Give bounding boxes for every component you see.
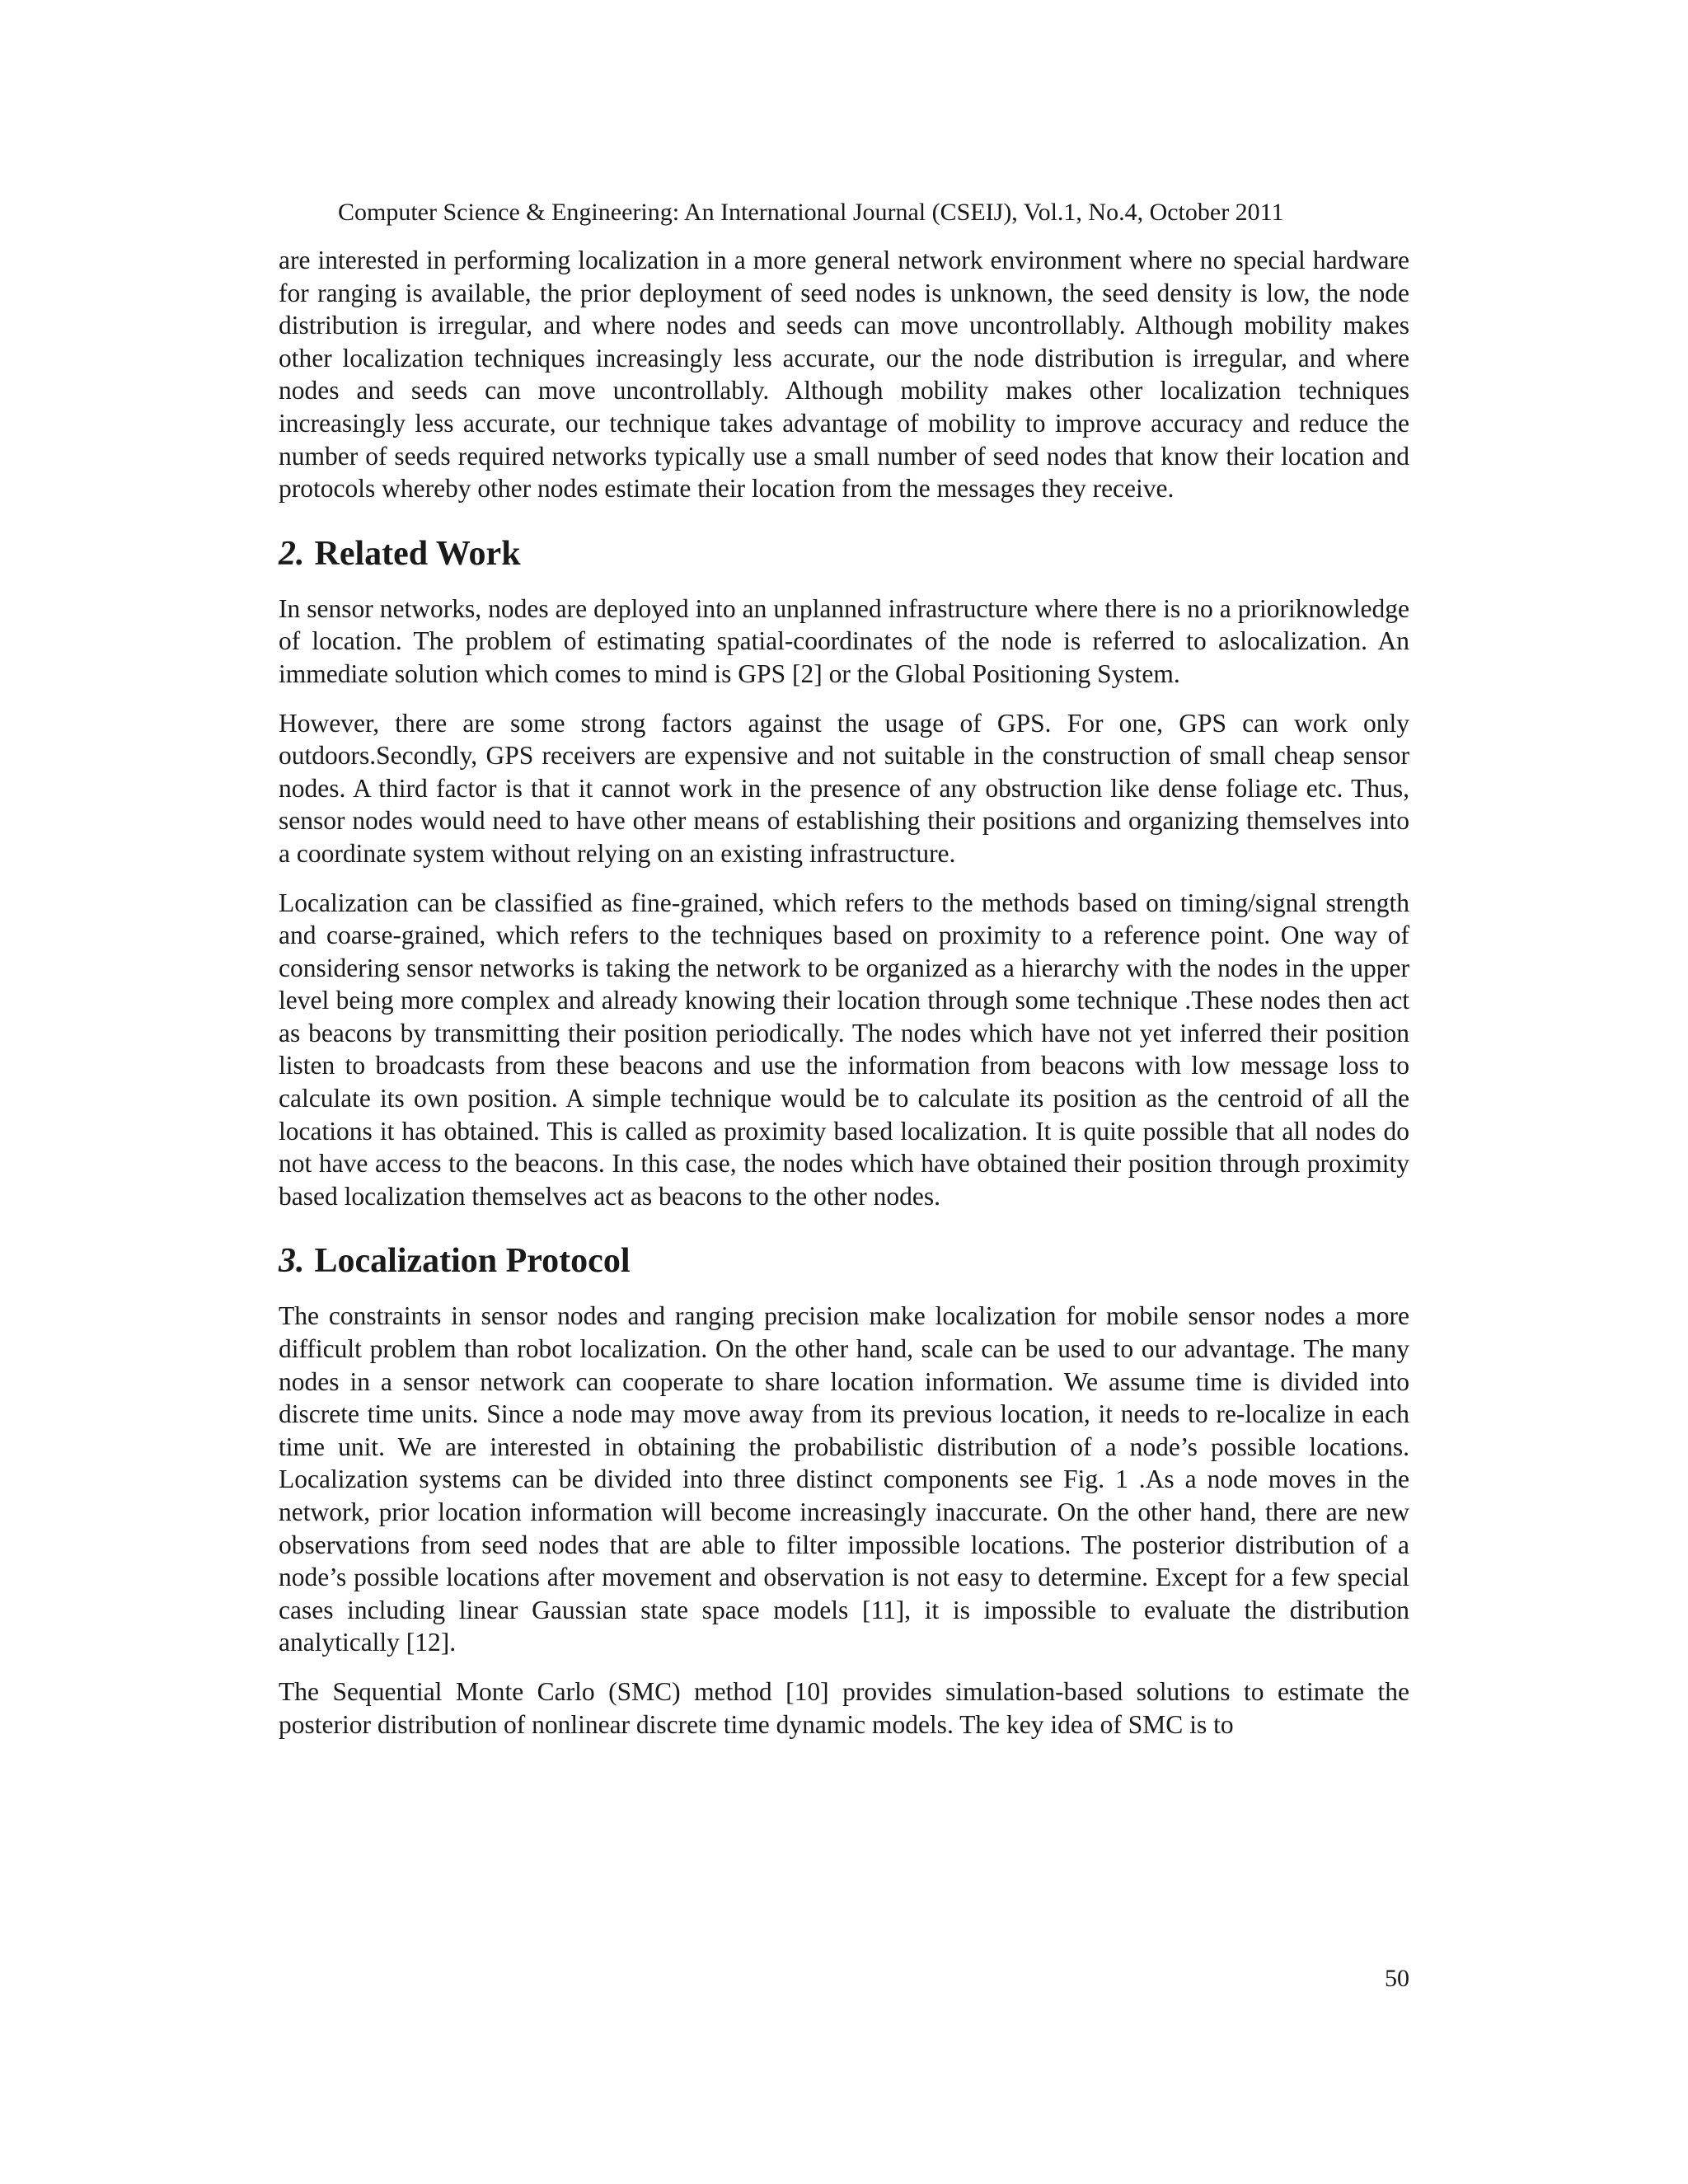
page-number: 50 [1385,1965,1409,1992]
body-paragraph: The constraints in sensor nodes and ranging precision make localization for mobile sensor nodes a more difficult problem than robot localization. On the other hand, scale can be used to our advantage. The many nodes in a sensor network can cooperate to share location information. We assume time is divided into discrete time units. Since a node may move away from its previous location, it needs to re-localize in each time unit. We are interested in obtaining the probabilistic distribution of a node’s possible locations. Localization systems can be divided into three distinct components see Fig. 1 .As a node moves in the network, prior location information will become increasingly inaccurate. On the other hand, there are new observations from seed nodes that are able to filter impossible locations. The posterior distribution of a node’s possible locations after movement and observation is not easy to determine. Except for a few special cases including linear Gaussian state space models [11], it is impossible to evaluate the distribution analytically [12]. [279,1301,1409,1657]
page-body [279,244,1409,1741]
body-paragraph: However, there are some strong factors against the usage of GPS. For one, GPS can work only outdoors.Secondly, GPS receivers are expensive and not suitable in the construction of small cheap sensor nodes. A third factor is that it cannot work in the presence of any obstruction like dense foliage etc. Thus, sensor nodes would need to have other means of establishing their positions and organizing themselves into a coordinate system without relying on an existing infrastructure. [279,708,1409,868]
section-number: 2. [279,534,305,573]
section-heading-related-work [279,533,1409,574]
section-heading-localization-protocol [279,1240,1409,1282]
body-paragraph: Localization can be classified as fine-grained, which refers to the methods based on timing/signal strength and coarse-grained, which refers to the techniques based on proximity to a reference point. One way of considering sensor networks is taking the network to be organized as a hierarchy with the nodes in the upper level being more complex and already knowing their location through some technique .These nodes then act as beacons by transmitting their position periodically. The nodes which have not yet inferred their position listen to broadcasts from these beacons and use the information from beacons with low message loss to calculate its own position. A simple technique would be to calculate its position as the centroid of all the locations it has obtained. This is called as proximity based localization. It is quite possible that all nodes do not have access to the beacons. In this case, the nodes which have obtained their position through proximity based localization themselves act as beacons to the other nodes. [279,888,1409,1211]
body-paragraph: In sensor networks, nodes are deployed into an unplanned infrastructure where there is no a prioriknowledge of location. The problem of estimating spatial-coordinates of the node is referred to aslocalization. An immediate solution which comes to mind is GPS [2] or the Global Positioning System. [279,593,1409,688]
section-title: Related Work [314,534,521,573]
running-header: Computer Science & Engineering: An International Journal (CSEIJ), Vol.1, No.4, October 2011 [338,199,1284,226]
section-title: Localization Protocol [314,1242,631,1281]
body-paragraph: The Sequential Monte Carlo (SMC) method [10] provides simulation-based solutions to estimate the posterior distribution of nonlinear discrete time dynamic models. The key idea of SMC is to [279,1676,1409,1739]
section-number: 3. [279,1242,305,1281]
intro-paragraph: are interested in performing localization in a more general network environment where no special hardware for ranging is available, the prior deployment of seed nodes is unknown, the seed density is low, the node distribution is irregular, and where nodes and seeds can move uncontrollably. Although mobility makes other localization techniques increasingly less accurate, our the node distribution is irregular, and where nodes and seeds can move uncontrollably. Although mobility makes other localization techniques increasingly less accurate, our technique takes advantage of mobility to improve accuracy and reduce the number of seeds required networks typically use a small number of seed nodes that know their location and protocols whereby other nodes estimate their location from the messages they receive. [279,246,1409,504]
